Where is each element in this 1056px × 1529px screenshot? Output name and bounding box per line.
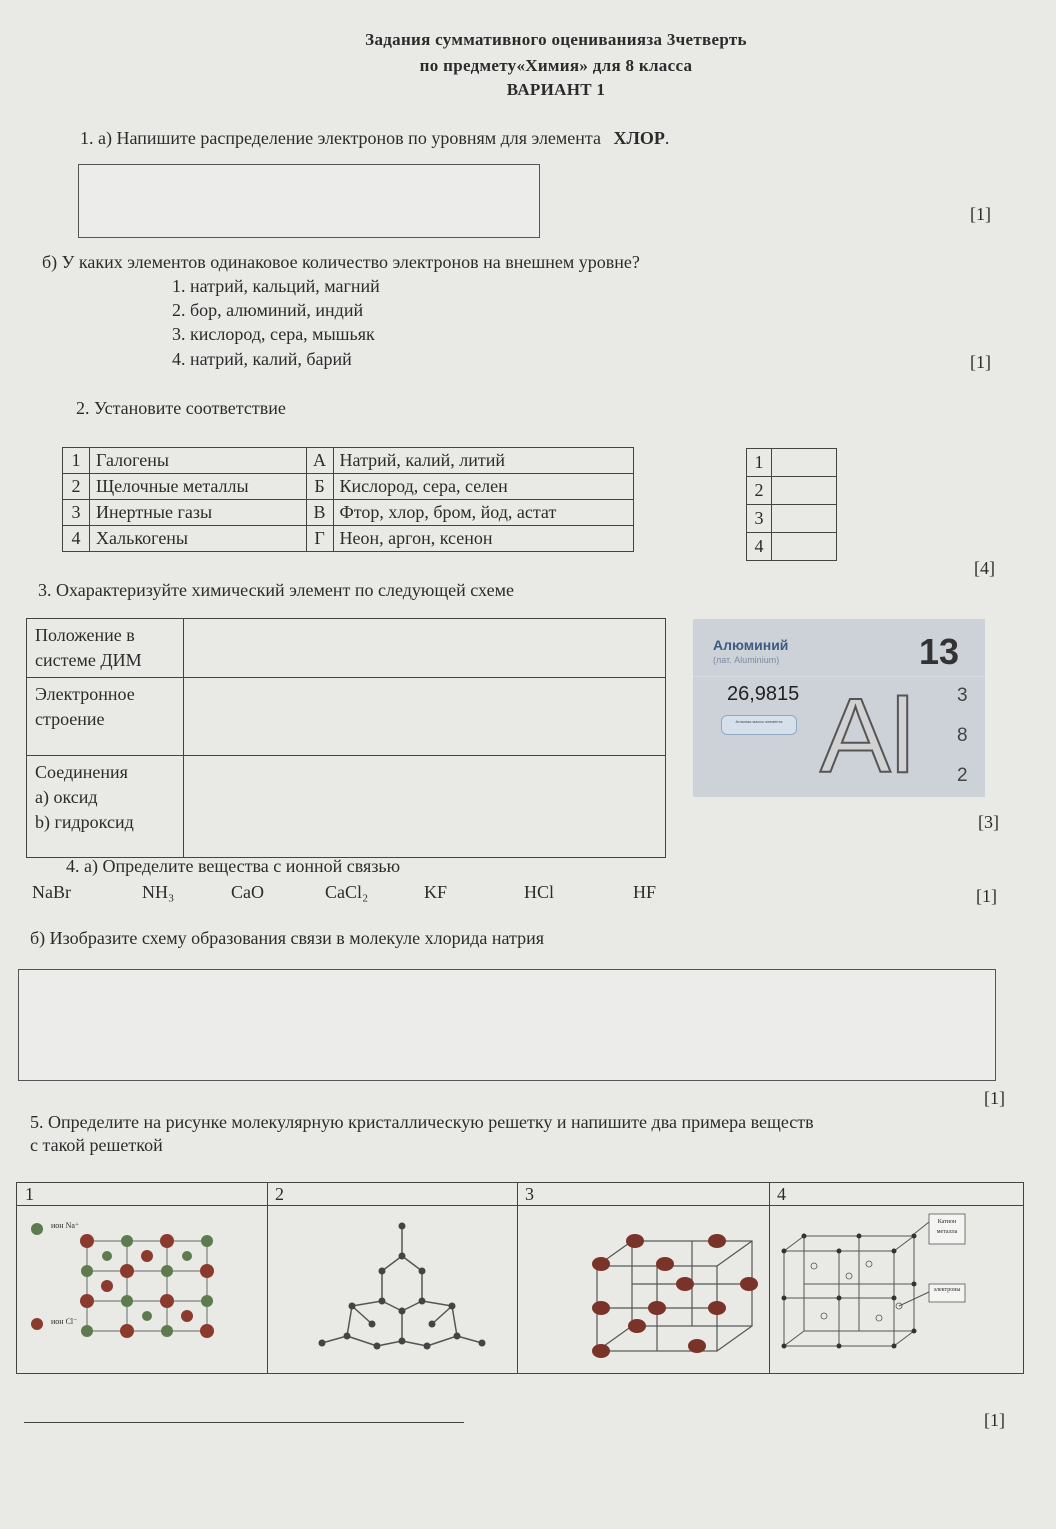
formula-cao[interactable]: CaO [231,882,264,902]
q4-a-score: [1] [976,886,997,906]
table-cell: В [306,500,333,526]
table-cell: 2 [63,474,90,500]
q1-a-label: 1. а) Напишите распределение электронов по уровням для элемента [80,128,601,148]
answer-input-cell[interactable] [184,678,666,756]
table-cell: 4 [747,533,772,561]
legend-cl: ион Cl⁻ [51,1317,78,1326]
shell-1: 3 [957,685,968,706]
q1-b-score: [1] [970,352,991,372]
table-cell: 1 [63,448,90,474]
q2-title: 2. Установите соответствие [76,398,286,418]
table-cell: 3 [747,505,772,533]
table-row [747,477,837,505]
formula-kf[interactable]: KF [424,882,448,902]
table-cell: Б [306,474,333,500]
q3-scheme-table [26,618,666,858]
compounds-oxide: а) оксид [35,787,98,807]
table-row [27,678,666,756]
element-name: Алюминий [713,637,789,653]
formula-cacl2[interactable]: CaCl₂ [325,882,369,902]
element-number: 13 [919,631,960,672]
q4-b-text: б) Изобразите схему образования связи в молекуле хлорида натрия [30,928,545,948]
table-cell: Фтор, хлор, бром, йод, астат [333,500,633,526]
q2-answer-table [746,448,837,561]
q5-text-line-1: 5. Определите на рисунке молекулярную кристаллическую решетку и напишите два примера веществ [30,1112,814,1132]
answer-input-cell[interactable] [772,533,837,561]
answer-input-cell[interactable] [772,505,837,533]
shell-3: 2 [957,765,968,786]
q1-option-4[interactable]: 4. натрий, калий, барий [172,349,352,369]
q2-match-table [62,447,634,552]
table-cell [27,756,184,858]
q5-text-line-2: с такой решеткой [30,1135,163,1155]
formula-nh3[interactable]: NH₃ [142,882,175,902]
header-line-1: Задания суммативного оцениванияза 3четверть [365,30,747,49]
ionic-lattice-image [17,1206,267,1371]
metallic-lattice-image [769,1206,1023,1371]
answer-input-cell[interactable] [184,756,666,858]
table-cell: 2 [747,477,772,505]
formula-nabr[interactable]: NaBr [32,882,71,902]
shell-2: 8 [957,725,968,746]
q5-score: [1] [984,1410,1005,1430]
q1-b-text: б) У каких элементов одинаковое количество электронов на внешнем уровне? [42,252,640,272]
table-cell: Неон, аргон, ксенон [333,526,633,552]
table-cell: Кислород, сера, селен [333,474,633,500]
table-cell: Натрий, калий, литий [333,448,633,474]
table-cell: 4 [63,526,90,552]
table-row [27,619,666,678]
answer-input-cell[interactable] [184,619,666,678]
label-electrons: электроны [933,1287,961,1293]
molecular-lattice-image [517,1206,769,1371]
cell-number: 4 [769,1183,1023,1206]
formula-hcl[interactable]: HCl [524,882,555,902]
table-row [747,505,837,533]
q1-element: ХЛОР [613,128,665,148]
table-cell: 3 [63,500,90,526]
q3-title: 3. Охарактеризуйте химический элемент по следующей схеме [38,580,514,600]
table-row [63,448,634,474]
lattice-cell-4[interactable] [769,1183,1023,1373]
atomic-lattice-image [267,1206,517,1371]
label-cation: Катион металла [936,1219,958,1235]
q5-answer-line[interactable] [24,1422,464,1423]
q1-a-text: 1. а) Напишите распределение электронов по уровням для элемента ХЛОР. [80,128,670,148]
q3-score: [3] [978,812,999,832]
q1-option-1[interactable]: 1. натрий, кальций, магний [172,276,380,296]
cell-number: 3 [517,1183,769,1206]
table-row [747,449,837,477]
lattice-cell-3[interactable] [517,1183,770,1373]
table-cell: 1 [747,449,772,477]
table-row [63,500,634,526]
table-cell: Электронное строение [27,678,184,756]
element-card [693,619,985,797]
table-row [63,474,634,500]
q4-a-text: 4. а) Определите вещества с ионной связью [66,856,401,876]
table-cell: А [306,448,333,474]
mass-label-tag: Атомная масса элемента [721,715,797,735]
table-cell: Галогены [90,448,307,474]
table-row [63,526,634,552]
table-cell: Инертные газы [90,500,307,526]
table-row [747,533,837,561]
q2-score: [4] [974,558,995,578]
legend-na: ион Na⁺ [51,1221,80,1230]
element-mass: 26,9815 [727,683,800,705]
cell-number: 2 [267,1183,517,1206]
element-latin: (лат. Aluminium) [713,655,780,665]
formula-hf[interactable]: HF [633,882,657,902]
lattice-grid [16,1182,1024,1374]
element-symbol: Al [820,677,915,795]
table-row [27,756,666,858]
answer-input-cell[interactable] [772,477,837,505]
q1-a-score: [1] [970,204,991,224]
q4-b-score: [1] [984,1088,1005,1108]
lattice-cell-1[interactable] [17,1183,268,1373]
header-line-2: по предмету«Химия» для 8 класса [419,56,693,75]
compounds-hydroxide: b) гидроксид [35,812,134,832]
q1-option-2[interactable]: 2. бор, алюминий, индий [172,300,364,320]
compounds-title: Соединения [35,762,128,782]
table-cell: Халькогены [90,526,307,552]
q1-a-answer-box[interactable] [78,164,540,238]
header-variant: ВАРИАНТ 1 [506,80,606,99]
q1-option-3[interactable]: 3. кислород, сера, мышьяк [172,324,375,344]
table-cell: Положение в системе ДИМ [27,619,184,678]
cell-number: 1 [17,1183,267,1206]
lattice-cell-2[interactable] [267,1183,518,1373]
table-cell: Г [306,526,333,552]
q4-b-answer-box[interactable] [18,969,996,1081]
table-cell: Щелочные металлы [90,474,307,500]
answer-input-cell[interactable] [772,449,837,477]
